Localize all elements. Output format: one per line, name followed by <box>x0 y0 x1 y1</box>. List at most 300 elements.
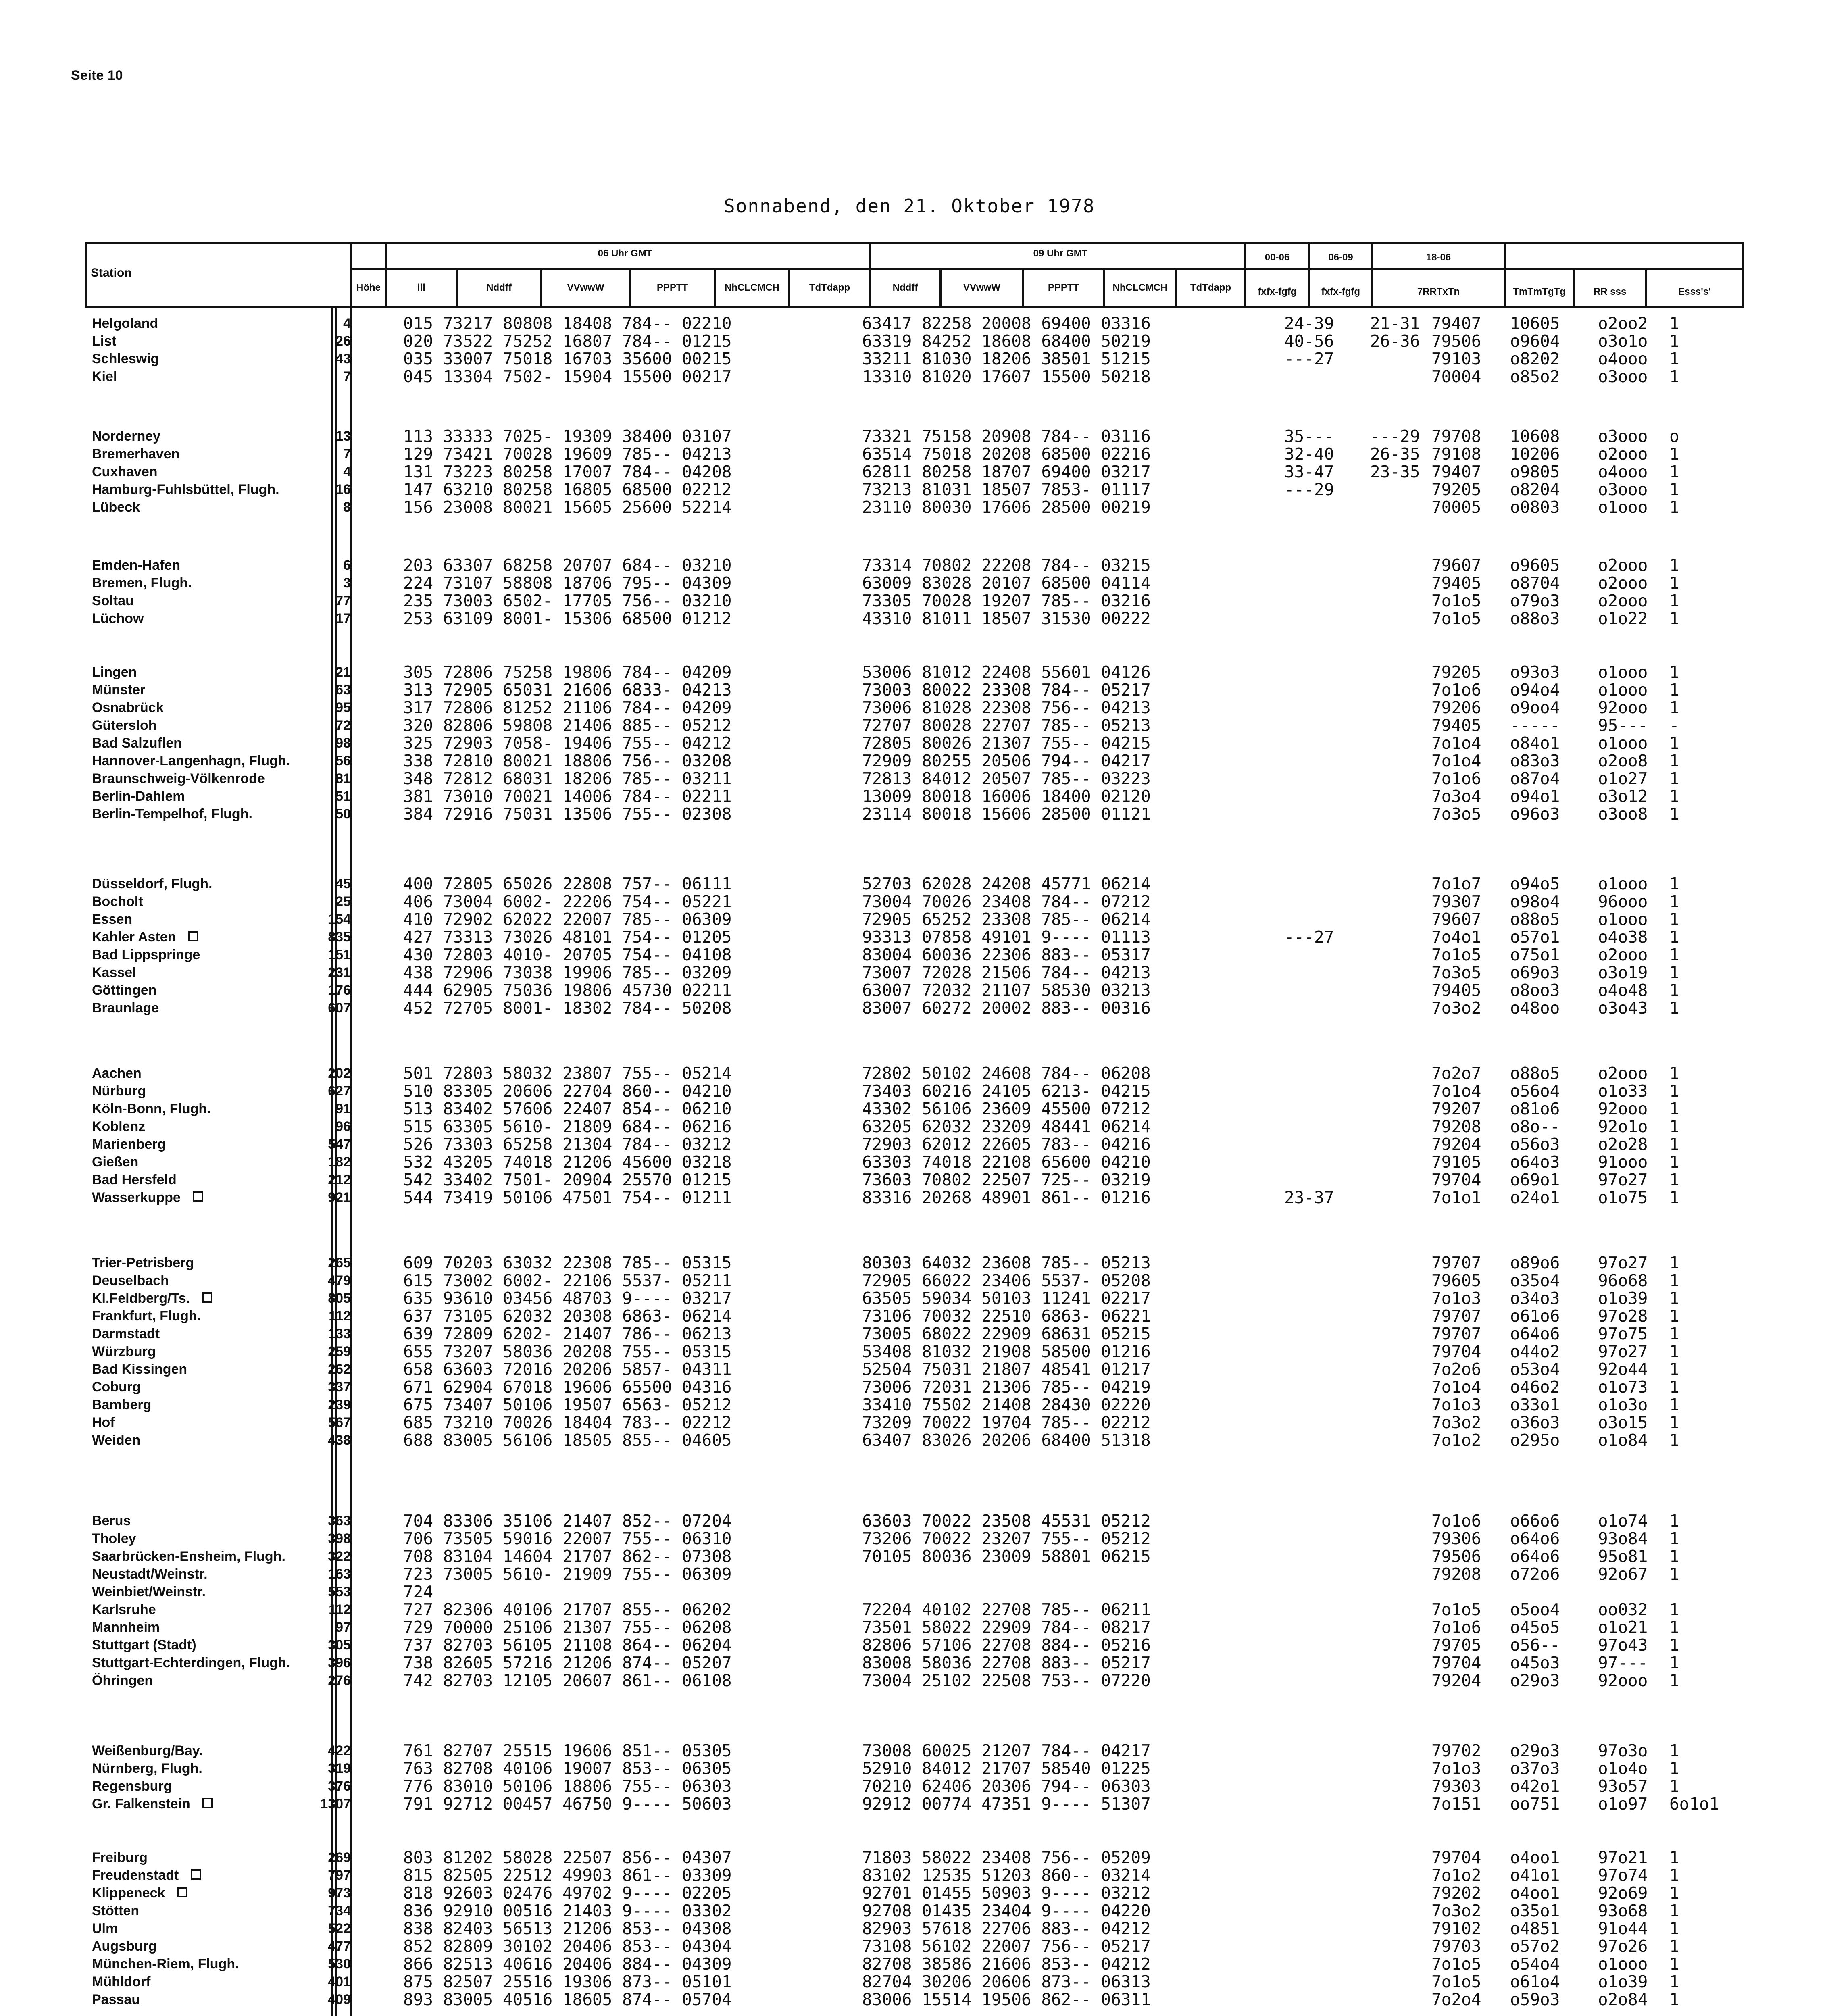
station-name: Stuttgart (Stadt) <box>92 1637 196 1653</box>
station-name: Gr. Falkenstein <box>92 1796 190 1812</box>
temps-min-max: o72o6 <box>1510 1564 1560 1584</box>
station-name: Soltau <box>92 593 134 608</box>
precip-snow: o1o97 <box>1598 1794 1648 1814</box>
temps-min-max: o57o1 <box>1510 927 1560 947</box>
extremes-18-06: 7o2o7 <box>1431 1064 1481 1083</box>
temps-min-max: o29o3 <box>1510 1741 1560 1760</box>
table-row <box>0 1343 1829 1360</box>
temps-min-max: o35o4 <box>1510 1271 1560 1290</box>
table-row <box>0 1601 1829 1618</box>
col-06-09-sub: fxfx-fgfg <box>1321 286 1360 297</box>
gust-06-09: ---29 <box>1370 427 1420 446</box>
obs-09-gmt: 72802 50102 24608 784-- 06208 <box>862 1064 1151 1083</box>
station-name: Darmstadt <box>92 1326 160 1341</box>
temps-min-max: o37o3 <box>1510 1759 1560 1778</box>
precip-snow: o1ooo <box>1598 1954 1648 1974</box>
station-height: 3 <box>343 575 351 591</box>
temps-min-max: o79o3 <box>1510 591 1560 610</box>
ground-state: 1 <box>1669 462 1679 481</box>
table-row <box>0 1135 1829 1153</box>
extremes-18-06: 79506 <box>1431 1547 1481 1566</box>
temps-min-max: ----- <box>1510 716 1560 735</box>
open-square-icon <box>202 1292 212 1303</box>
obs-06-gmt: 406 73004 6002- 22206 754-- 05221 <box>403 892 732 911</box>
obs-09-gmt: 23114 80018 15606 28500 01121 <box>862 804 1151 824</box>
station-name: Hamburg-Fuhlsbüttel, Flugh. <box>92 482 279 497</box>
station-height: 973 <box>328 1885 351 1901</box>
station-name: Karlsruhe <box>92 1602 156 1617</box>
extremes-18-06: 79707 <box>1431 1324 1481 1343</box>
temps-min-max: o36o3 <box>1510 1413 1560 1432</box>
ground-state: 1 <box>1669 874 1679 893</box>
station-name: Passau <box>92 1992 140 2007</box>
precip-snow: 93o57 <box>1598 1776 1648 1796</box>
ground-state: 1 <box>1669 480 1679 499</box>
extremes-18-06: 7o4o1 <box>1431 927 1481 947</box>
obs-09-gmt: 72903 62012 22605 783-- 04216 <box>862 1135 1151 1154</box>
ground-state: 1 <box>1669 349 1679 369</box>
station-height: 734 <box>328 1903 351 1918</box>
precip-snow: 91o44 <box>1598 1919 1648 1938</box>
obs-06-gmt: 866 82513 40616 20406 884-- 04309 <box>403 1954 732 1974</box>
temps-min-max: o56o3 <box>1510 1135 1560 1154</box>
station-name: Bamberg <box>92 1397 152 1412</box>
table-row <box>0 481 1829 498</box>
obs-06-gmt: 313 72905 65031 21606 6833- 04213 <box>403 680 732 700</box>
extremes-18-06: 79207 <box>1431 1099 1481 1118</box>
obs-09-gmt: 43302 56106 23609 45500 07212 <box>862 1099 1151 1118</box>
col-06-dew: TdTdapp <box>809 282 850 293</box>
temps-min-max: o87o4 <box>1510 769 1560 788</box>
station-name: Bad Kissingen <box>92 1362 187 1377</box>
extremes-18-06: 79303 <box>1431 1776 1481 1796</box>
station-height: 477 <box>328 1939 351 1954</box>
extremes-18-06: 79405 <box>1431 716 1481 735</box>
table-row <box>0 734 1829 752</box>
precip-snow: o1ooo <box>1598 498 1648 517</box>
ground-state: 1 <box>1669 1188 1679 1207</box>
gust-06-09: 26-35 <box>1370 444 1420 464</box>
station-name: Hof <box>92 1415 115 1430</box>
temps-min-max: o8o-- <box>1510 1117 1560 1136</box>
obs-09-gmt: 63303 74018 22108 65600 04210 <box>862 1152 1151 1172</box>
obs-09-gmt: 52910 84012 21707 58540 01225 <box>862 1759 1151 1778</box>
ground-state: 1 <box>1669 1618 1679 1637</box>
obs-09-gmt: 70210 62406 20306 794-- 06303 <box>862 1776 1151 1796</box>
obs-06-gmt: 704 83306 35106 21407 852-- 07204 <box>403 1511 732 1531</box>
temps-min-max: o96o3 <box>1510 804 1560 824</box>
obs-06-gmt: 338 72810 80021 18806 756-- 03208 <box>403 751 732 771</box>
extremes-18-06: 79506 <box>1431 331 1481 351</box>
extremes-18-06: 79205 <box>1431 662 1481 682</box>
table-row <box>0 1849 1829 1866</box>
station-height: 239 <box>328 1397 351 1412</box>
ground-state: 1 <box>1669 1954 1679 1974</box>
obs-06-gmt: 729 70000 25106 21307 755-- 06208 <box>403 1618 732 1637</box>
temps-min-max: o35o1 <box>1510 1901 1560 1920</box>
temps-min-max: o57o2 <box>1510 1937 1560 1956</box>
station-name: Freudenstadt <box>92 1868 179 1883</box>
ground-state: 1 <box>1669 1866 1679 1885</box>
table-row <box>0 1254 1829 1272</box>
obs-06-gmt: 410 72902 62022 22007 785-- 06309 <box>403 910 732 929</box>
station-name: Wasserkuppe <box>92 1190 181 1205</box>
col-09-dew: TdTdapp <box>1190 282 1231 293</box>
station-height: 7 <box>343 446 351 462</box>
extremes-18-06: 7o1o3 <box>1431 1289 1481 1308</box>
col-09-ppptt: PPPTT <box>1048 282 1079 293</box>
ground-state: 1 <box>1669 1547 1679 1566</box>
obs-09-gmt: 63007 72032 21107 58530 03213 <box>862 981 1151 1000</box>
precip-snow: o3o43 <box>1598 998 1648 1018</box>
ground-state: 1 <box>1669 1064 1679 1083</box>
precip-snow: o2oo8 <box>1598 751 1648 771</box>
station-name: Neustadt/Weinstr. <box>92 1566 208 1582</box>
obs-09-gmt: 92708 01435 23404 9---- 04220 <box>862 1901 1151 1920</box>
extremes-18-06: 7o3o5 <box>1431 963 1481 982</box>
temps-min-max: o69o3 <box>1510 963 1560 982</box>
obs-09-gmt: 80303 64032 23608 785-- 05213 <box>862 1253 1151 1272</box>
table-row <box>0 770 1829 787</box>
table-row <box>0 1289 1829 1307</box>
group-09-gmt: 09 Uhr GMT <box>1033 248 1088 259</box>
table-row <box>0 1082 1829 1100</box>
station-name: Gießen <box>92 1154 139 1170</box>
obs-06-gmt: 384 72916 75031 13506 755-- 02308 <box>403 804 732 824</box>
extremes-18-06: 79704 <box>1431 1848 1481 1867</box>
station-height: 72 <box>335 718 351 733</box>
precip-snow: o4o38 <box>1598 927 1648 947</box>
station-name: Deuselbach <box>92 1273 169 1288</box>
precip-snow: o1o84 <box>1598 1431 1648 1450</box>
station-height: 305 <box>328 1637 351 1653</box>
ground-state: 1 <box>1669 1635 1679 1655</box>
ground-state: 1 <box>1669 963 1679 982</box>
table-row <box>0 427 1829 445</box>
temps-min-max: 10206 <box>1510 444 1560 464</box>
station-name: Aachen <box>92 1066 142 1081</box>
precip-snow: o1ooo <box>1598 910 1648 929</box>
temps-min-max: o4oo1 <box>1510 1883 1560 1903</box>
extremes-18-06: 79204 <box>1431 1671 1481 1690</box>
obs-09-gmt: 70105 80036 23009 58801 06215 <box>862 1547 1151 1566</box>
table-row <box>0 556 1829 574</box>
precip-snow: 95--- <box>1598 716 1648 735</box>
ground-state: 1 <box>1669 1883 1679 1903</box>
extremes-18-06: 79306 <box>1431 1529 1481 1548</box>
ground-state: 1 <box>1669 998 1679 1018</box>
station-name: Augsburg <box>92 1939 157 1954</box>
station-name: Stötten <box>92 1903 140 1918</box>
obs-06-gmt: 035 33007 75018 16703 35600 00215 <box>403 349 732 369</box>
station-height: 7 <box>343 369 351 384</box>
precip-snow: o2ooo <box>1598 556 1648 575</box>
obs-09-gmt: 83316 20268 48901 861-- 01216 <box>862 1188 1151 1207</box>
ground-state: 1 <box>1669 1306 1679 1326</box>
extremes-18-06: 79607 <box>1431 556 1481 575</box>
table-row <box>0 574 1829 592</box>
station-name: Trier-Petrisberg <box>92 1255 194 1270</box>
obs-09-gmt: 72805 80026 21307 755-- 04215 <box>862 733 1151 753</box>
obs-06-gmt: 427 73313 73026 48101 754-- 01205 <box>403 927 732 947</box>
extremes-18-06: 79707 <box>1431 1306 1481 1326</box>
obs-09-gmt: 73006 72031 21306 785-- 04219 <box>862 1377 1151 1397</box>
station-height: 95 <box>335 700 351 715</box>
obs-09-gmt: 82704 30206 20606 873-- 06313 <box>862 1972 1151 1991</box>
temps-min-max: o59o3 <box>1510 1990 1560 2009</box>
obs-09-gmt: 13009 80018 16006 18400 02120 <box>862 787 1151 806</box>
extremes-18-06: 7o1o5 <box>1431 1954 1481 1974</box>
table-row <box>0 1866 1829 1884</box>
obs-09-gmt: 73209 70022 19704 785-- 02212 <box>862 1413 1151 1432</box>
temps-min-max: o94o5 <box>1510 874 1560 893</box>
temps-min-max: o69o1 <box>1510 1170 1560 1189</box>
obs-06-gmt: 020 73522 75252 16807 784-- 01215 <box>403 331 732 351</box>
station-name: Saarbrücken-Ensheim, Flugh. <box>92 1549 285 1564</box>
obs-09-gmt: 82708 38586 21606 853-- 04212 <box>862 1954 1151 1974</box>
ground-state: 1 <box>1669 945 1679 964</box>
obs-09-gmt: 33410 75502 21408 28430 02220 <box>862 1395 1151 1414</box>
temps-min-max: o295o <box>1510 1431 1560 1450</box>
table-row <box>0 1118 1829 1135</box>
ground-state: 1 <box>1669 1741 1679 1760</box>
obs-09-gmt: 92912 00774 47351 9---- 51307 <box>862 1794 1151 1814</box>
ground-state: 1 <box>1669 1431 1679 1450</box>
station-height: 21 <box>335 664 351 680</box>
table-row <box>0 332 1829 350</box>
table-row <box>0 368 1829 385</box>
ground-state: 1 <box>1669 1990 1679 2009</box>
precip-snow: o1o73 <box>1598 1377 1648 1397</box>
obs-06-gmt: 875 82507 25516 19306 873-- 05101 <box>403 1972 732 1991</box>
obs-09-gmt: 73003 80022 23308 784-- 05217 <box>862 680 1151 700</box>
station-height: 805 <box>328 1291 351 1306</box>
temps-min-max: o83o3 <box>1510 751 1560 771</box>
obs-06-gmt: 515 63305 5610- 21809 684-- 06216 <box>403 1117 732 1136</box>
col-temps: TmTmTgTg <box>1513 286 1566 297</box>
table-row <box>0 1189 1829 1206</box>
obs-06-gmt: 836 92910 00516 21403 9---- 03302 <box>403 1901 732 1920</box>
obs-06-gmt: 542 33402 7501- 20904 25570 01215 <box>403 1170 732 1189</box>
obs-09-gmt: 73008 60025 21207 784-- 04217 <box>862 1741 1151 1760</box>
open-square-icon <box>193 1191 203 1202</box>
extremes-18-06: 79704 <box>1431 1170 1481 1189</box>
temps-min-max: o75o1 <box>1510 945 1560 964</box>
temps-min-max: o94o1 <box>1510 787 1560 806</box>
obs-06-gmt: 113 33333 7025- 19309 38400 03107 <box>403 427 732 446</box>
table-row <box>0 1414 1829 1431</box>
station-height: 269 <box>328 1850 351 1865</box>
extremes-18-06: 79703 <box>1431 1937 1481 1956</box>
ground-state: 1 <box>1669 751 1679 771</box>
obs-09-gmt: 92701 01455 50903 9---- 03212 <box>862 1883 1151 1903</box>
table-row <box>0 1654 1829 1672</box>
precip-snow: o2ooo <box>1598 444 1648 464</box>
obs-09-gmt: 83004 60036 22306 883-- 05317 <box>862 945 1151 964</box>
table-row <box>0 699 1829 716</box>
temps-min-max: o8202 <box>1510 349 1560 369</box>
station-name: Mannheim <box>92 1620 160 1635</box>
station-name: Bad Salzuflen <box>92 735 182 751</box>
station-height: 63 <box>335 682 351 698</box>
extremes-18-06: 79102 <box>1431 1919 1481 1938</box>
station-name: List <box>92 333 117 349</box>
col-09-vvwww: VVwwW <box>963 282 1000 293</box>
table-row <box>0 445 1829 463</box>
station-height: 567 <box>328 1415 351 1430</box>
ground-state: 1 <box>1669 444 1679 464</box>
ground-state: 1 <box>1669 1413 1679 1432</box>
ground-state: 1 <box>1669 1342 1679 1361</box>
ground-state: 1 <box>1669 1600 1679 1619</box>
station-name: Lübeck <box>92 500 140 515</box>
extremes-18-06: 7o3o5 <box>1431 804 1481 824</box>
col-09-nddff: Nddff <box>892 282 918 293</box>
extremes-18-06: 7o3o2 <box>1431 1413 1481 1432</box>
station-name: Köln-Bonn, Flugh. <box>92 1101 211 1116</box>
ground-state: 1 <box>1669 1937 1679 1956</box>
extremes-18-06: 79208 <box>1431 1117 1481 1136</box>
station-height: 202 <box>328 1066 351 1081</box>
obs-06-gmt: 737 82703 56105 21108 864-- 06204 <box>403 1635 732 1655</box>
temps-min-max: o9oo4 <box>1510 698 1560 717</box>
station-name: Lingen <box>92 664 137 680</box>
obs-09-gmt: 83006 15514 19506 862-- 06311 <box>862 1990 1151 2009</box>
ground-state: 1 <box>1669 609 1679 628</box>
table-row <box>0 1777 1829 1795</box>
extremes-18-06: 79407 <box>1431 462 1481 481</box>
station-height: 176 <box>328 983 351 998</box>
obs-06-gmt: 838 82403 56513 21206 853-- 04308 <box>403 1919 732 1938</box>
ground-state: 1 <box>1669 331 1679 351</box>
ground-state: 1 <box>1669 1671 1679 1690</box>
extremes-18-06: 79708 <box>1431 427 1481 446</box>
table-row <box>0 1955 1829 1973</box>
temps-min-max: 10608 <box>1510 427 1560 446</box>
station-height: 409 <box>328 1992 351 2007</box>
temps-min-max: o41o1 <box>1510 1866 1560 1885</box>
precip-snow: 97o27 <box>1598 1170 1648 1189</box>
station-height: 96 <box>335 1119 351 1134</box>
ground-state: 1 <box>1669 1117 1679 1136</box>
extremes-18-06: 7o1o6 <box>1431 1511 1481 1531</box>
extremes-18-06: 7o1o1 <box>1431 1188 1481 1207</box>
gust-00-06: 24-39 <box>1284 314 1334 333</box>
extremes-18-06: 79702 <box>1431 1741 1481 1760</box>
station-height: 133 <box>328 1326 351 1341</box>
table-row <box>0 875 1829 893</box>
station-height: 401 <box>328 1974 351 1989</box>
table-row <box>0 663 1829 681</box>
ground-state: o <box>1669 427 1679 446</box>
station-height: 797 <box>328 1868 351 1883</box>
station-name: Koblenz <box>92 1119 146 1134</box>
temps-min-max: o48oo <box>1510 998 1560 1018</box>
obs-09-gmt: 52504 75031 21807 48541 01217 <box>862 1360 1151 1379</box>
station-height: 81 <box>335 771 351 786</box>
col-06-clouds: NhCLCMCH <box>725 282 779 293</box>
extremes-18-06: 79105 <box>1431 1152 1481 1172</box>
precip-snow: o3o1o <box>1598 331 1648 351</box>
table-row <box>0 1565 1829 1583</box>
precip-snow: o1ooo <box>1598 680 1648 700</box>
temps-min-max: o64o3 <box>1510 1152 1560 1172</box>
obs-06-gmt: 015 73217 80808 18408 784-- 02210 <box>403 314 732 333</box>
extremes-18-06: 7o3o4 <box>1431 787 1481 806</box>
extremes-18-06: 79607 <box>1431 910 1481 929</box>
table-row <box>0 314 1829 332</box>
extremes-18-06: 7o1o6 <box>1431 769 1481 788</box>
table-row <box>0 1618 1829 1636</box>
ground-state: 1 <box>1669 1972 1679 1991</box>
station-name: Bad Lippspringe <box>92 947 200 962</box>
table-row <box>0 805 1829 823</box>
temps-min-max: o54o4 <box>1510 1954 1560 1974</box>
obs-09-gmt: 72905 66022 23406 5537- 05208 <box>862 1271 1151 1290</box>
obs-09-gmt: 73501 58022 22909 784-- 08217 <box>862 1618 1151 1637</box>
obs-06-gmt: 742 82703 12105 20607 861-- 06108 <box>403 1671 732 1690</box>
obs-06-gmt: 400 72805 65026 22808 757-- 06111 <box>403 874 732 893</box>
table-row <box>0 1431 1829 1449</box>
extremes-18-06: 7o1o4 <box>1431 1081 1481 1101</box>
obs-09-gmt: 82903 57618 22706 883-- 04212 <box>862 1919 1151 1938</box>
precip-snow: 92o1o <box>1598 1117 1648 1136</box>
temps-min-max: o46o2 <box>1510 1377 1560 1397</box>
temps-min-max: o56-- <box>1510 1635 1560 1655</box>
precip-snow: o2oo2 <box>1598 314 1648 333</box>
obs-06-gmt: 706 73505 59016 22007 755-- 06310 <box>403 1529 732 1548</box>
temps-min-max: o24o1 <box>1510 1188 1560 1207</box>
station-height: 376 <box>328 1779 351 1794</box>
station-height: 77 <box>335 593 351 608</box>
temps-min-max: o33o1 <box>1510 1395 1560 1414</box>
station-name: Düsseldorf, Flugh. <box>92 876 212 891</box>
obs-06-gmt: 305 72806 75258 19806 784-- 04209 <box>403 662 732 682</box>
precip-snow: o2ooo <box>1598 591 1648 610</box>
obs-06-gmt: 452 72705 8001- 18302 784-- 50208 <box>403 998 732 1018</box>
gust-00-06: 23-37 <box>1284 1188 1334 1207</box>
table-row <box>0 1307 1829 1325</box>
table-row <box>0 910 1829 928</box>
station-name: Helgoland <box>92 316 158 331</box>
station-height: 319 <box>328 1761 351 1776</box>
table-row <box>0 1272 1829 1289</box>
obs-06-gmt: 655 73207 58036 20208 755-- 05315 <box>403 1342 732 1361</box>
col-00-06-sub: fxfx-fgfg <box>1258 286 1297 297</box>
extremes-18-06: 79605 <box>1431 1271 1481 1290</box>
station-name: Nürnberg, Flugh. <box>92 1761 202 1776</box>
station-name: Gütersloh <box>92 718 157 733</box>
temps-min-max: o42o1 <box>1510 1776 1560 1796</box>
obs-06-gmt: 803 81202 58028 22507 856-- 04307 <box>403 1848 732 1867</box>
precip-snow: o1o33 <box>1598 1081 1648 1101</box>
precip-snow: o1ooo <box>1598 662 1648 682</box>
temps-min-max: o89o6 <box>1510 1253 1560 1272</box>
table-row <box>0 1064 1829 1082</box>
obs-06-gmt: 444 62905 75036 19806 45730 02211 <box>403 981 732 1000</box>
table-row <box>0 610 1829 627</box>
precip-snow: o1ooo <box>1598 874 1648 893</box>
table-row <box>0 350 1829 368</box>
station-height: 4 <box>343 316 351 331</box>
station-height: 154 <box>328 912 351 927</box>
precip-snow: o1o3o <box>1598 1395 1648 1414</box>
station-height: 182 <box>328 1154 351 1170</box>
temps-min-max: o81o6 <box>1510 1099 1560 1118</box>
ground-state: 1 <box>1669 910 1679 929</box>
station-height: 151 <box>328 947 351 962</box>
table-row <box>0 787 1829 805</box>
